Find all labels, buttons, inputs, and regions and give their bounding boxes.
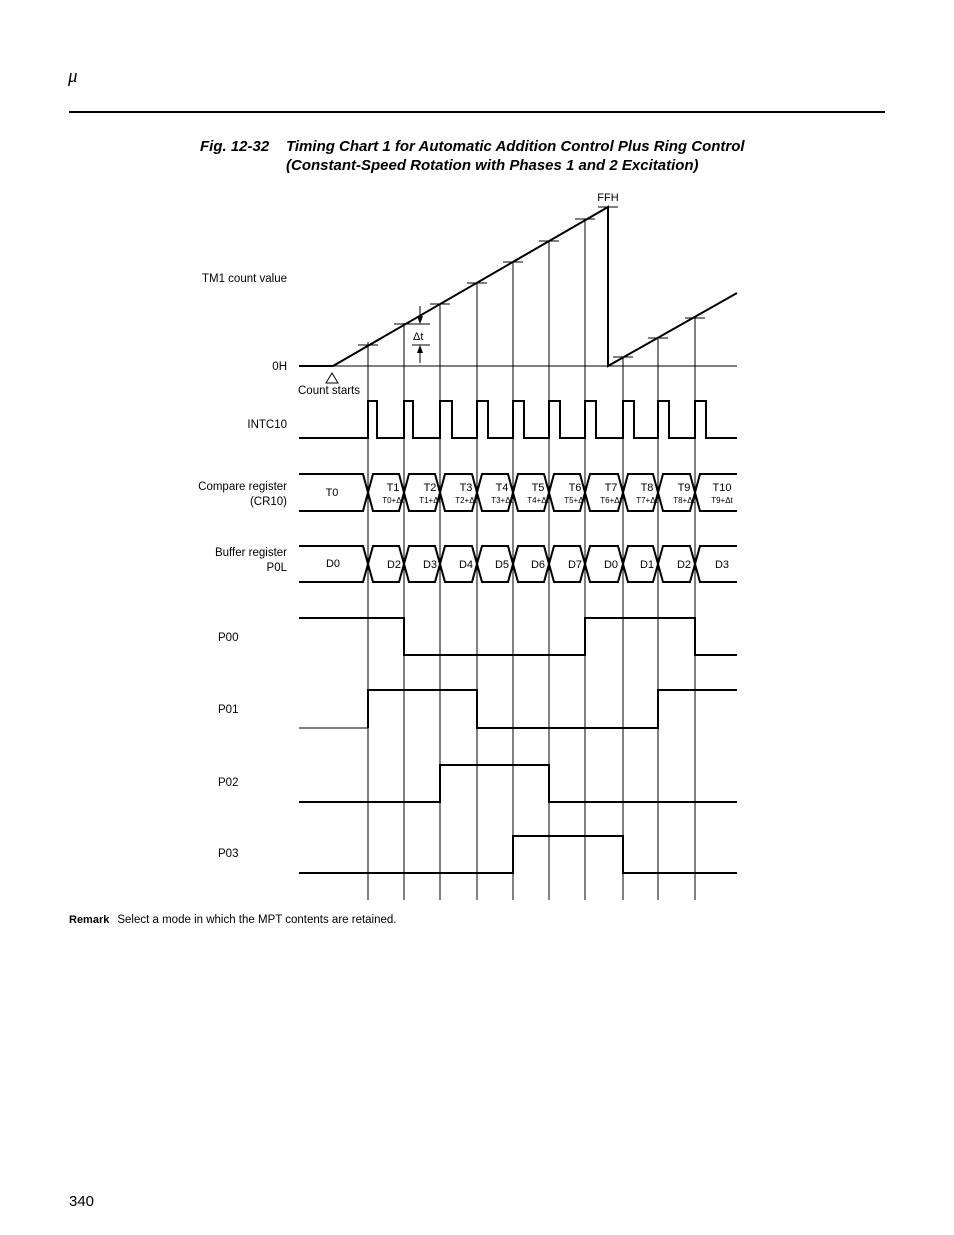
compare-cell-6: T6: [568, 482, 582, 494]
p02-label: P02: [218, 777, 239, 789]
compare-label-1: Compare register: [198, 481, 287, 493]
compare-cell-7-sub: T6+Δt: [600, 496, 622, 505]
compare-cell-1: T1: [386, 482, 400, 494]
buffer-cell-9: D2: [676, 559, 692, 571]
compare-cell-9-sub: T8+Δt: [673, 496, 695, 505]
compare-cell-0: T0: [325, 487, 339, 499]
figure-title-line1: Timing Chart 1 for Automatic Addition Control Plus Ring Control: [286, 138, 745, 155]
p02-waveform: [299, 765, 737, 802]
compare-cell-2: T2: [423, 482, 437, 494]
compare-register-bus: [299, 474, 737, 511]
delta-arrow-down-icon: [417, 316, 423, 324]
p03-label: P03: [218, 848, 239, 860]
compare-label-2: (CR10): [249, 496, 287, 508]
compare-cell-1-sub: T0+Δt: [382, 496, 404, 505]
compare-cell-2-sub: T1+Δt: [419, 496, 441, 505]
page-number: 340: [69, 1193, 95, 1210]
zero-label: 0H: [272, 361, 287, 373]
buffer-label-1: Buffer register: [214, 547, 287, 559]
compare-cell-3: T3: [459, 482, 473, 494]
compare-cell-8: T8: [640, 482, 654, 494]
remark-text: Select a mode in which the MPT contents are retained.: [117, 914, 397, 926]
intc10-waveform: [299, 401, 737, 438]
p03-waveform: [299, 836, 737, 873]
p00-label: P00: [218, 632, 239, 644]
p00-waveform: [299, 618, 737, 655]
compare-cell-5: T5: [531, 482, 545, 494]
figure-title-line2: (Constant-Speed Rotation with Phases 1 and 2 Excitation): [286, 157, 699, 174]
compare-cell-10-sub: T9+Δt: [711, 496, 733, 505]
compare-cell-3-sub: T2+Δt: [455, 496, 477, 505]
remark: [69, 914, 397, 926]
count-start-triangle-icon: [326, 373, 338, 383]
compare-cell-7: T7: [604, 482, 618, 494]
tm1-label: TM1 count value: [201, 273, 287, 285]
figure-number: Fig. 12-32: [200, 138, 270, 155]
count-starts-label: Count starts: [298, 385, 360, 397]
compare-cell-4: T4: [495, 482, 509, 494]
compare-cell-5-sub: T4+Δt: [527, 496, 549, 505]
tm1-count-ramp: [299, 207, 737, 366]
buffer-cell-8: D1: [639, 559, 655, 571]
delta-t-label: Δt: [413, 331, 424, 343]
compare-cell-9: T9: [677, 482, 691, 494]
buffer-cell-4: D5: [494, 559, 510, 571]
buffer-cell-5: D6: [530, 559, 546, 571]
compare-cell-6-sub: T5+Δt: [564, 496, 586, 505]
buffer-register-bus: [299, 546, 737, 582]
mu-symbol: μ: [68, 66, 78, 87]
buffer-cell-7: D0: [603, 559, 619, 571]
ramp-ticks: [358, 207, 705, 357]
delta-arrow-up-icon: [417, 345, 423, 353]
compare-cell-8-sub: T7+Δt: [636, 496, 658, 505]
compare-cell-4-sub: T3+Δt: [491, 496, 513, 505]
buffer-cell-6: D7: [567, 559, 583, 571]
buffer-cell-0: D0: [325, 558, 341, 570]
buffer-cell-10: D3: [714, 559, 730, 571]
buffer-cell-2: D3: [422, 559, 438, 571]
p01-waveform: [368, 690, 737, 728]
intc10-label: INTC10: [247, 419, 287, 431]
ffh-label: FFH: [597, 192, 619, 204]
buffer-label-2: P0L: [266, 562, 287, 574]
remark-label: Remark: [69, 914, 110, 926]
p01-label: P01: [218, 704, 239, 716]
buffer-cell-1: D2: [386, 559, 402, 571]
compare-cell-10: T10: [712, 482, 732, 494]
buffer-cell-3: D4: [458, 559, 474, 571]
